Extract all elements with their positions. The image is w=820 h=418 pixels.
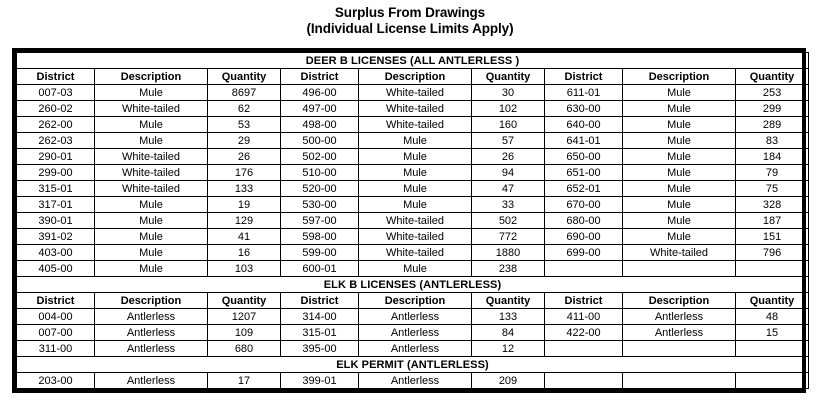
cell-district: 641-01 bbox=[545, 133, 623, 149]
cell-description: Mule bbox=[95, 197, 208, 213]
cell-description: Antlerless bbox=[359, 325, 472, 341]
cell-description: Mule bbox=[623, 229, 736, 245]
surplus-grid bbox=[16, 52, 809, 389]
cell-quantity: 33 bbox=[472, 197, 545, 213]
cell-description: Mule bbox=[359, 133, 472, 149]
table-row bbox=[17, 325, 809, 341]
cell-district: 262-00 bbox=[17, 117, 95, 133]
column-header-description: Description bbox=[359, 69, 472, 85]
cell-district: 699-00 bbox=[545, 245, 623, 261]
cell-district: 314-00 bbox=[281, 309, 359, 325]
cell-district: 390-01 bbox=[17, 213, 95, 229]
cell-district: 391-02 bbox=[17, 229, 95, 245]
cell-description: White-tailed bbox=[95, 149, 208, 165]
cell-district: 500-00 bbox=[281, 133, 359, 149]
cell-quantity: 160 bbox=[472, 117, 545, 133]
cell-description: Mule bbox=[359, 149, 472, 165]
column-header-quantity: Quantity bbox=[472, 69, 545, 85]
cell-quantity: 151 bbox=[736, 229, 809, 245]
cell-quantity: 26 bbox=[472, 149, 545, 165]
table-row bbox=[17, 261, 809, 277]
section-banner-row bbox=[17, 277, 809, 293]
cell-quantity: 19 bbox=[208, 197, 281, 213]
column-header-district: District bbox=[17, 293, 95, 309]
cell-quantity bbox=[736, 373, 809, 389]
cell-district: 311-00 bbox=[17, 341, 95, 357]
cell-district: 203-00 bbox=[17, 373, 95, 389]
cell-district bbox=[545, 373, 623, 389]
section-banner-elk-b-licenses: ELK B LICENSES (ANTLERLESS) bbox=[17, 277, 809, 293]
cell-description: Mule bbox=[359, 197, 472, 213]
table-row bbox=[17, 341, 809, 357]
cell-quantity: 48 bbox=[736, 309, 809, 325]
cell-description: Antlerless bbox=[95, 325, 208, 341]
cell-description: Mule bbox=[359, 181, 472, 197]
cell-district: 399-01 bbox=[281, 373, 359, 389]
cell-quantity: 184 bbox=[736, 149, 809, 165]
cell-quantity: 12 bbox=[472, 341, 545, 357]
cell-quantity: 129 bbox=[208, 213, 281, 229]
column-header-description: Description bbox=[95, 293, 208, 309]
cell-description: Mule bbox=[623, 101, 736, 117]
cell-description: Mule bbox=[623, 181, 736, 197]
cell-district: 496-00 bbox=[281, 85, 359, 101]
cell-quantity: 75 bbox=[736, 181, 809, 197]
page-title-line-2: (Individual License Limits Apply) bbox=[306, 20, 514, 36]
cell-district: 520-00 bbox=[281, 181, 359, 197]
cell-district: 262-03 bbox=[17, 133, 95, 149]
cell-description: White-tailed bbox=[359, 117, 472, 133]
cell-description: Mule bbox=[359, 261, 472, 277]
cell-quantity: 253 bbox=[736, 85, 809, 101]
cell-description bbox=[623, 341, 736, 357]
table-row bbox=[17, 245, 809, 261]
cell-description: Mule bbox=[623, 165, 736, 181]
cell-district: 510-00 bbox=[281, 165, 359, 181]
cell-description: White-tailed bbox=[359, 229, 472, 245]
column-header-description: Description bbox=[95, 69, 208, 85]
cell-description: Mule bbox=[95, 117, 208, 133]
table-row bbox=[17, 117, 809, 133]
cell-description: Antlerless bbox=[623, 309, 736, 325]
cell-description: Antlerless bbox=[95, 309, 208, 325]
column-header-row bbox=[17, 69, 809, 85]
table-row bbox=[17, 373, 809, 389]
column-header-district: District bbox=[17, 69, 95, 85]
cell-description: White-tailed bbox=[95, 181, 208, 197]
table-row bbox=[17, 149, 809, 165]
cell-district: 651-00 bbox=[545, 165, 623, 181]
cell-district: 260-02 bbox=[17, 101, 95, 117]
cell-quantity: 109 bbox=[208, 325, 281, 341]
cell-district: 690-00 bbox=[545, 229, 623, 245]
cell-district: 630-00 bbox=[545, 101, 623, 117]
cell-district: 395-00 bbox=[281, 341, 359, 357]
cell-district: 405-00 bbox=[17, 261, 95, 277]
cell-quantity: 30 bbox=[472, 85, 545, 101]
cell-description: Antlerless bbox=[95, 373, 208, 389]
cell-description: Mule bbox=[623, 213, 736, 229]
table-row bbox=[17, 229, 809, 245]
cell-description bbox=[623, 261, 736, 277]
page-title bbox=[0, 0, 820, 37]
page-title-line-1: Surplus From Drawings bbox=[334, 5, 486, 20]
cell-district: 680-00 bbox=[545, 213, 623, 229]
cell-description: Mule bbox=[623, 133, 736, 149]
table-row bbox=[17, 101, 809, 117]
cell-district: 317-01 bbox=[17, 197, 95, 213]
cell-description: White-tailed bbox=[623, 245, 736, 261]
cell-district: 315-01 bbox=[281, 325, 359, 341]
cell-quantity: 680 bbox=[208, 341, 281, 357]
cell-quantity: 328 bbox=[736, 197, 809, 213]
column-header-description: Description bbox=[623, 69, 736, 85]
cell-description: Antlerless bbox=[95, 341, 208, 357]
cell-quantity: 187 bbox=[736, 213, 809, 229]
cell-description: Mule bbox=[95, 229, 208, 245]
column-header-district: District bbox=[281, 293, 359, 309]
cell-quantity: 238 bbox=[472, 261, 545, 277]
cell-quantity bbox=[736, 341, 809, 357]
cell-description: Mule bbox=[95, 261, 208, 277]
column-header-quantity: Quantity bbox=[736, 293, 809, 309]
cell-description: White-tailed bbox=[359, 245, 472, 261]
cell-district: 640-00 bbox=[545, 117, 623, 133]
surplus-grid-body bbox=[17, 53, 809, 389]
column-header-row bbox=[17, 293, 809, 309]
cell-district: 498-00 bbox=[281, 117, 359, 133]
cell-quantity: 1207 bbox=[208, 309, 281, 325]
cell-district: 652-01 bbox=[545, 181, 623, 197]
cell-district: 502-00 bbox=[281, 149, 359, 165]
cell-description: Mule bbox=[95, 133, 208, 149]
cell-description: Mule bbox=[623, 117, 736, 133]
cell-district: 290-01 bbox=[17, 149, 95, 165]
cell-quantity: 1880 bbox=[472, 245, 545, 261]
cell-district: 422-00 bbox=[545, 325, 623, 341]
cell-quantity bbox=[736, 261, 809, 277]
cell-district: 670-00 bbox=[545, 197, 623, 213]
column-header-description: Description bbox=[359, 293, 472, 309]
surplus-table bbox=[12, 48, 806, 393]
cell-district: 299-00 bbox=[17, 165, 95, 181]
section-banner-elk-permit: ELK PERMIT (ANTLERLESS) bbox=[17, 357, 809, 373]
cell-quantity: 47 bbox=[472, 181, 545, 197]
cell-district: 007-00 bbox=[17, 325, 95, 341]
cell-description: Mule bbox=[95, 85, 208, 101]
cell-district: 403-00 bbox=[17, 245, 95, 261]
cell-quantity: 209 bbox=[472, 373, 545, 389]
table-row bbox=[17, 85, 809, 101]
table-row bbox=[17, 181, 809, 197]
cell-description: Antlerless bbox=[359, 373, 472, 389]
cell-district: 650-00 bbox=[545, 149, 623, 165]
cell-district: 497-00 bbox=[281, 101, 359, 117]
cell-description: Mule bbox=[95, 213, 208, 229]
section-banner-deer-b-licenses: DEER B LICENSES (ALL ANTLERLESS ) bbox=[17, 53, 809, 69]
cell-description: Mule bbox=[95, 245, 208, 261]
cell-district: 611-01 bbox=[545, 85, 623, 101]
cell-quantity: 133 bbox=[208, 181, 281, 197]
column-header-district: District bbox=[281, 69, 359, 85]
table-row bbox=[17, 197, 809, 213]
cell-quantity: 62 bbox=[208, 101, 281, 117]
column-header-description: Description bbox=[623, 293, 736, 309]
column-header-quantity: Quantity bbox=[208, 69, 281, 85]
cell-quantity: 176 bbox=[208, 165, 281, 181]
cell-description: Antlerless bbox=[359, 309, 472, 325]
cell-quantity: 502 bbox=[472, 213, 545, 229]
cell-quantity: 17 bbox=[208, 373, 281, 389]
table-row bbox=[17, 165, 809, 181]
cell-quantity: 53 bbox=[208, 117, 281, 133]
cell-district: 597-00 bbox=[281, 213, 359, 229]
cell-description: White-tailed bbox=[95, 165, 208, 181]
cell-description: Antlerless bbox=[623, 325, 736, 341]
table-row bbox=[17, 213, 809, 229]
cell-district: 600-01 bbox=[281, 261, 359, 277]
cell-quantity: 41 bbox=[208, 229, 281, 245]
cell-district: 411-00 bbox=[545, 309, 623, 325]
cell-description: White-tailed bbox=[359, 213, 472, 229]
column-header-quantity: Quantity bbox=[208, 293, 281, 309]
section-banner-row bbox=[17, 357, 809, 373]
cell-quantity: 16 bbox=[208, 245, 281, 261]
cell-quantity: 772 bbox=[472, 229, 545, 245]
cell-description: Mule bbox=[623, 197, 736, 213]
cell-quantity: 8697 bbox=[208, 85, 281, 101]
cell-description: Mule bbox=[359, 165, 472, 181]
cell-quantity: 94 bbox=[472, 165, 545, 181]
cell-description: Antlerless bbox=[359, 341, 472, 357]
cell-quantity: 299 bbox=[736, 101, 809, 117]
cell-quantity: 79 bbox=[736, 165, 809, 181]
cell-district bbox=[545, 261, 623, 277]
cell-description: White-tailed bbox=[359, 85, 472, 101]
table-row bbox=[17, 309, 809, 325]
cell-district: 007-03 bbox=[17, 85, 95, 101]
cell-description: Mule bbox=[623, 85, 736, 101]
table-row bbox=[17, 133, 809, 149]
cell-quantity: 83 bbox=[736, 133, 809, 149]
cell-description: White-tailed bbox=[359, 101, 472, 117]
cell-description: White-tailed bbox=[95, 101, 208, 117]
cell-district bbox=[545, 341, 623, 357]
cell-quantity: 29 bbox=[208, 133, 281, 149]
column-header-district: District bbox=[545, 293, 623, 309]
cell-quantity: 57 bbox=[472, 133, 545, 149]
column-header-quantity: Quantity bbox=[472, 293, 545, 309]
cell-district: 530-00 bbox=[281, 197, 359, 213]
cell-quantity: 102 bbox=[472, 101, 545, 117]
cell-quantity: 796 bbox=[736, 245, 809, 261]
cell-district: 004-00 bbox=[17, 309, 95, 325]
cell-description: Mule bbox=[623, 149, 736, 165]
cell-quantity: 289 bbox=[736, 117, 809, 133]
cell-quantity: 84 bbox=[472, 325, 545, 341]
column-header-district: District bbox=[545, 69, 623, 85]
cell-district: 599-00 bbox=[281, 245, 359, 261]
cell-district: 315-01 bbox=[17, 181, 95, 197]
cell-description bbox=[623, 373, 736, 389]
cell-quantity: 103 bbox=[208, 261, 281, 277]
cell-quantity: 133 bbox=[472, 309, 545, 325]
cell-quantity: 26 bbox=[208, 149, 281, 165]
column-header-quantity: Quantity bbox=[736, 69, 809, 85]
cell-district: 598-00 bbox=[281, 229, 359, 245]
section-banner-row bbox=[17, 53, 809, 69]
cell-quantity: 15 bbox=[736, 325, 809, 341]
